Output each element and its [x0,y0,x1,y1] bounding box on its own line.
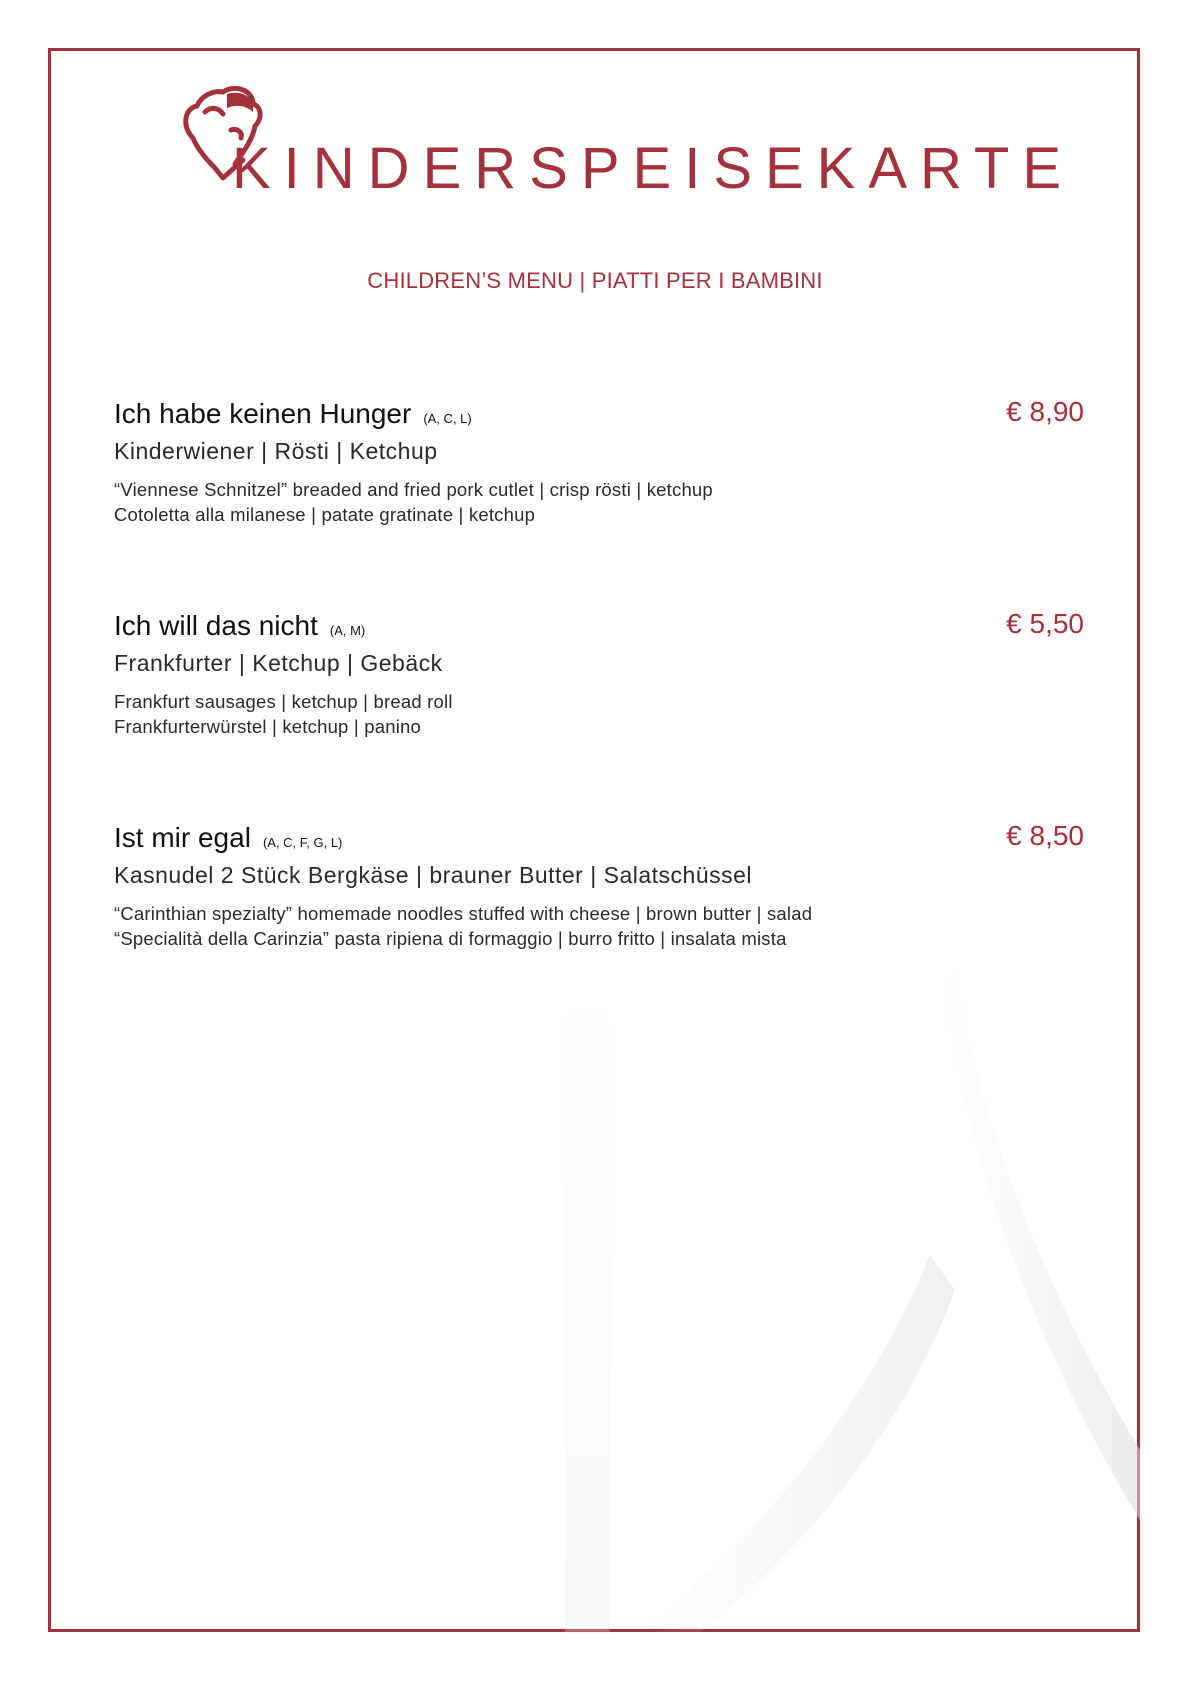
item-price: € 5,50 [1006,608,1084,639]
item-description [114,477,1084,527]
item-allergens: (A, M) [329,623,366,638]
item-allergens: (A, C, L) [423,411,472,426]
page-subtitle: CHILDREN’S MENU | PIATTI PER I BAMBINI [367,268,823,293]
item-description [114,689,1084,739]
menu-item [114,822,1084,951]
item-description-en: “Carinthian spezialty” homemade noodles stuffed with cheese | brown butter | salad [114,903,813,924]
item-description-en: Frankfurt sausages | ketchup | bread roll [114,691,453,712]
item-subtitle: Frankfurter | Ketchup | Gebäck [114,650,443,676]
item-description-en: “Viennese Schnitzel” breaded and fried pork cutlet | crisp rösti | ketchup [114,479,713,500]
menu-item [114,610,1084,739]
item-description-it: “Specialità della Carinzia” pasta ripiena di formaggio | burro fritto | insalata mista [114,928,787,949]
item-name: Ist mir egal [114,822,251,853]
item-subtitle: Kasnudel 2 Stück Bergkäse | brauner Butter | Salatschüssel [114,862,753,888]
item-description-it: Cotoletta alla milanese | patate gratinate | ketchup [114,504,536,525]
item-name: Ich will das nicht [114,610,318,641]
item-price: € 8,50 [1006,820,1084,851]
item-subtitle: Kinderwiener | Rösti | Ketchup [114,438,438,464]
item-description-it: Frankfurterwürstel | ketchup | panino [114,716,421,737]
item-allergens: (A, C, F, G, L) [262,835,343,850]
item-description [114,901,1084,951]
page-title: KINDERSPEISEKARTE [232,136,1075,201]
item-price: € 8,90 [1006,396,1084,427]
menu-item [114,398,1084,527]
item-name: Ich habe keinen Hunger [114,398,412,429]
